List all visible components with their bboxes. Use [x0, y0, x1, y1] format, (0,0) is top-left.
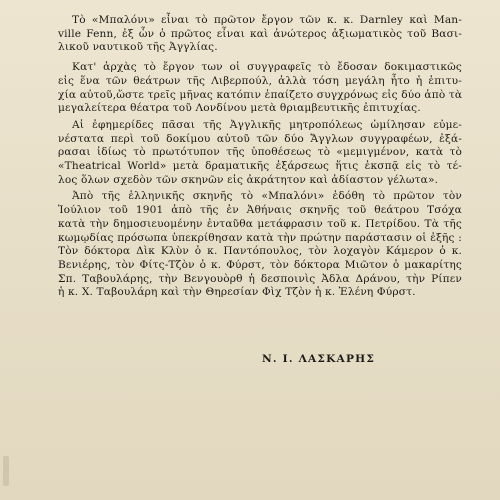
text-line: Κατ' ἀρχὰς τὸ ἔργον των οἱ συγγραφεῖς τὸ ἔδοσαν δοκιμαστικῶς — [72, 61, 462, 74]
text-line: ρασαι ἰδίως τὸ πρωτότυπον τῆς ὑποθέσεως τὸ «μεμιγμένον, κατὰ τὸ — [58, 146, 462, 159]
text-line: νέστατα περὶ τοῦ δοκίμου αὐτοῦ τῶν δύο Ἄγγλων συγγραφέων, ἐξά- — [58, 132, 462, 145]
text-line: λος ὅλων σχεδὸν τῶν σκηνῶν εἰς ἀκράτητον καὶ ἀδίαστον γέλωτα». — [58, 173, 439, 186]
text-line: εἰς ἕνα τῶν θεάτρων τῆς Λιβερπούλ, ἀλλὰ τόση μεγάλη ἦτο ἡ ἐπιτυ- — [58, 74, 462, 87]
text-line: κωμῳδίας πρόσωπα ὑπεκρίθησαν κατὰ τὴν πρώτην παράστασιν οἱ ἐξῆς : — [58, 231, 462, 244]
paragraph-4 — [58, 190, 462, 300]
text-line: Ἰούλιον τοῦ 1901 ἀπὸ τῆς ἐν Ἀθήναις σκηνῆς τοῦ θεάτρου Τσόχα — [58, 204, 462, 217]
page-edge-mark — [3, 456, 9, 486]
paragraph-2 — [58, 61, 462, 116]
text-line: Αἱ ἐφημερίδες πᾶσαι τῆς Ἀγγλικῆς μητροπόλεως ὡμίλησαν εὐμε- — [72, 118, 462, 131]
text-line: μεγαλείτερα θέατρα τοῦ Λονδίνου μετὰ θριαμβευτικῆς ἐπιτυχίας. — [58, 102, 421, 115]
text-line: λικοῦ ναυτικοῦ τῆς Ἀγγλίας. — [58, 41, 218, 54]
author-signature: Ν. Ι. ΛΑΣΚΑΡΗΣ — [262, 353, 376, 365]
text-line: Βενιέρης, τὸν Φίτς-Τζὸν ὁ κ. Φύρστ, τὸν δόκτορα Μιῶτον ὁ μακαρίτης — [58, 258, 462, 271]
paragraph-3 — [58, 119, 462, 188]
text-line: ville Fenn, ἐξ ὧν ὁ πρῶτος εἶναι καὶ ἀνώτερος ἀξιωματικὸς τοῦ Βασι- — [58, 27, 462, 40]
text-line: χία αὐτοῦ,ὥστε τρεῖς μῆνας κατόπιν ἐπαίζετο συγχρόνως εἰς δύο ἀπὸ τὰ — [58, 88, 463, 101]
document-body — [58, 0, 462, 300]
text-line: Τὸν δόκτορα Δὶκ Κλὺν ὁ κ. Παντόπουλος, τὸν λοχαγὸν Κάμερον ὁ κ. — [58, 245, 462, 258]
text-line: Σπ. Ταβουλάρης, τὴν Βενγουὸρθ ἡ δεσποινὶς Ἀδλα Δράνου, τὴν Ρίπεν — [58, 272, 462, 285]
text-line: Ἀπὸ τῆς ἑλληνικῆς σκηνῆς τὸ «Μπαλόνι» ἐδόθη τὸ πρῶτον τὸν — [72, 190, 462, 203]
text-line: κατὰ τὴν δημοσιευομένην ἐνταῦθα μετάφρασιν τοῦ κ. Πετρίδου. Τὰ τῆς — [58, 217, 462, 230]
text-line: Τὸ «Μπαλόνι» εἶναι τὸ πρῶτον ἔργον τῶν κ. κ. Darnley καὶ Man- — [72, 14, 462, 26]
paragraph-1 — [58, 14, 462, 55]
text-line: «Theatrical World» μετὰ δραματικῆς ἐξάρσεως ἥτις ἐκσπᾷ εἰς τὸ τέ- — [58, 160, 462, 173]
text-line: ἡ κ. Χ. Ταβουλάρη καὶ τὴν Θηρεσίαν Φὶχ Τζὸν ἡ κ. Ἑλένη Φύρστ. — [58, 286, 416, 299]
